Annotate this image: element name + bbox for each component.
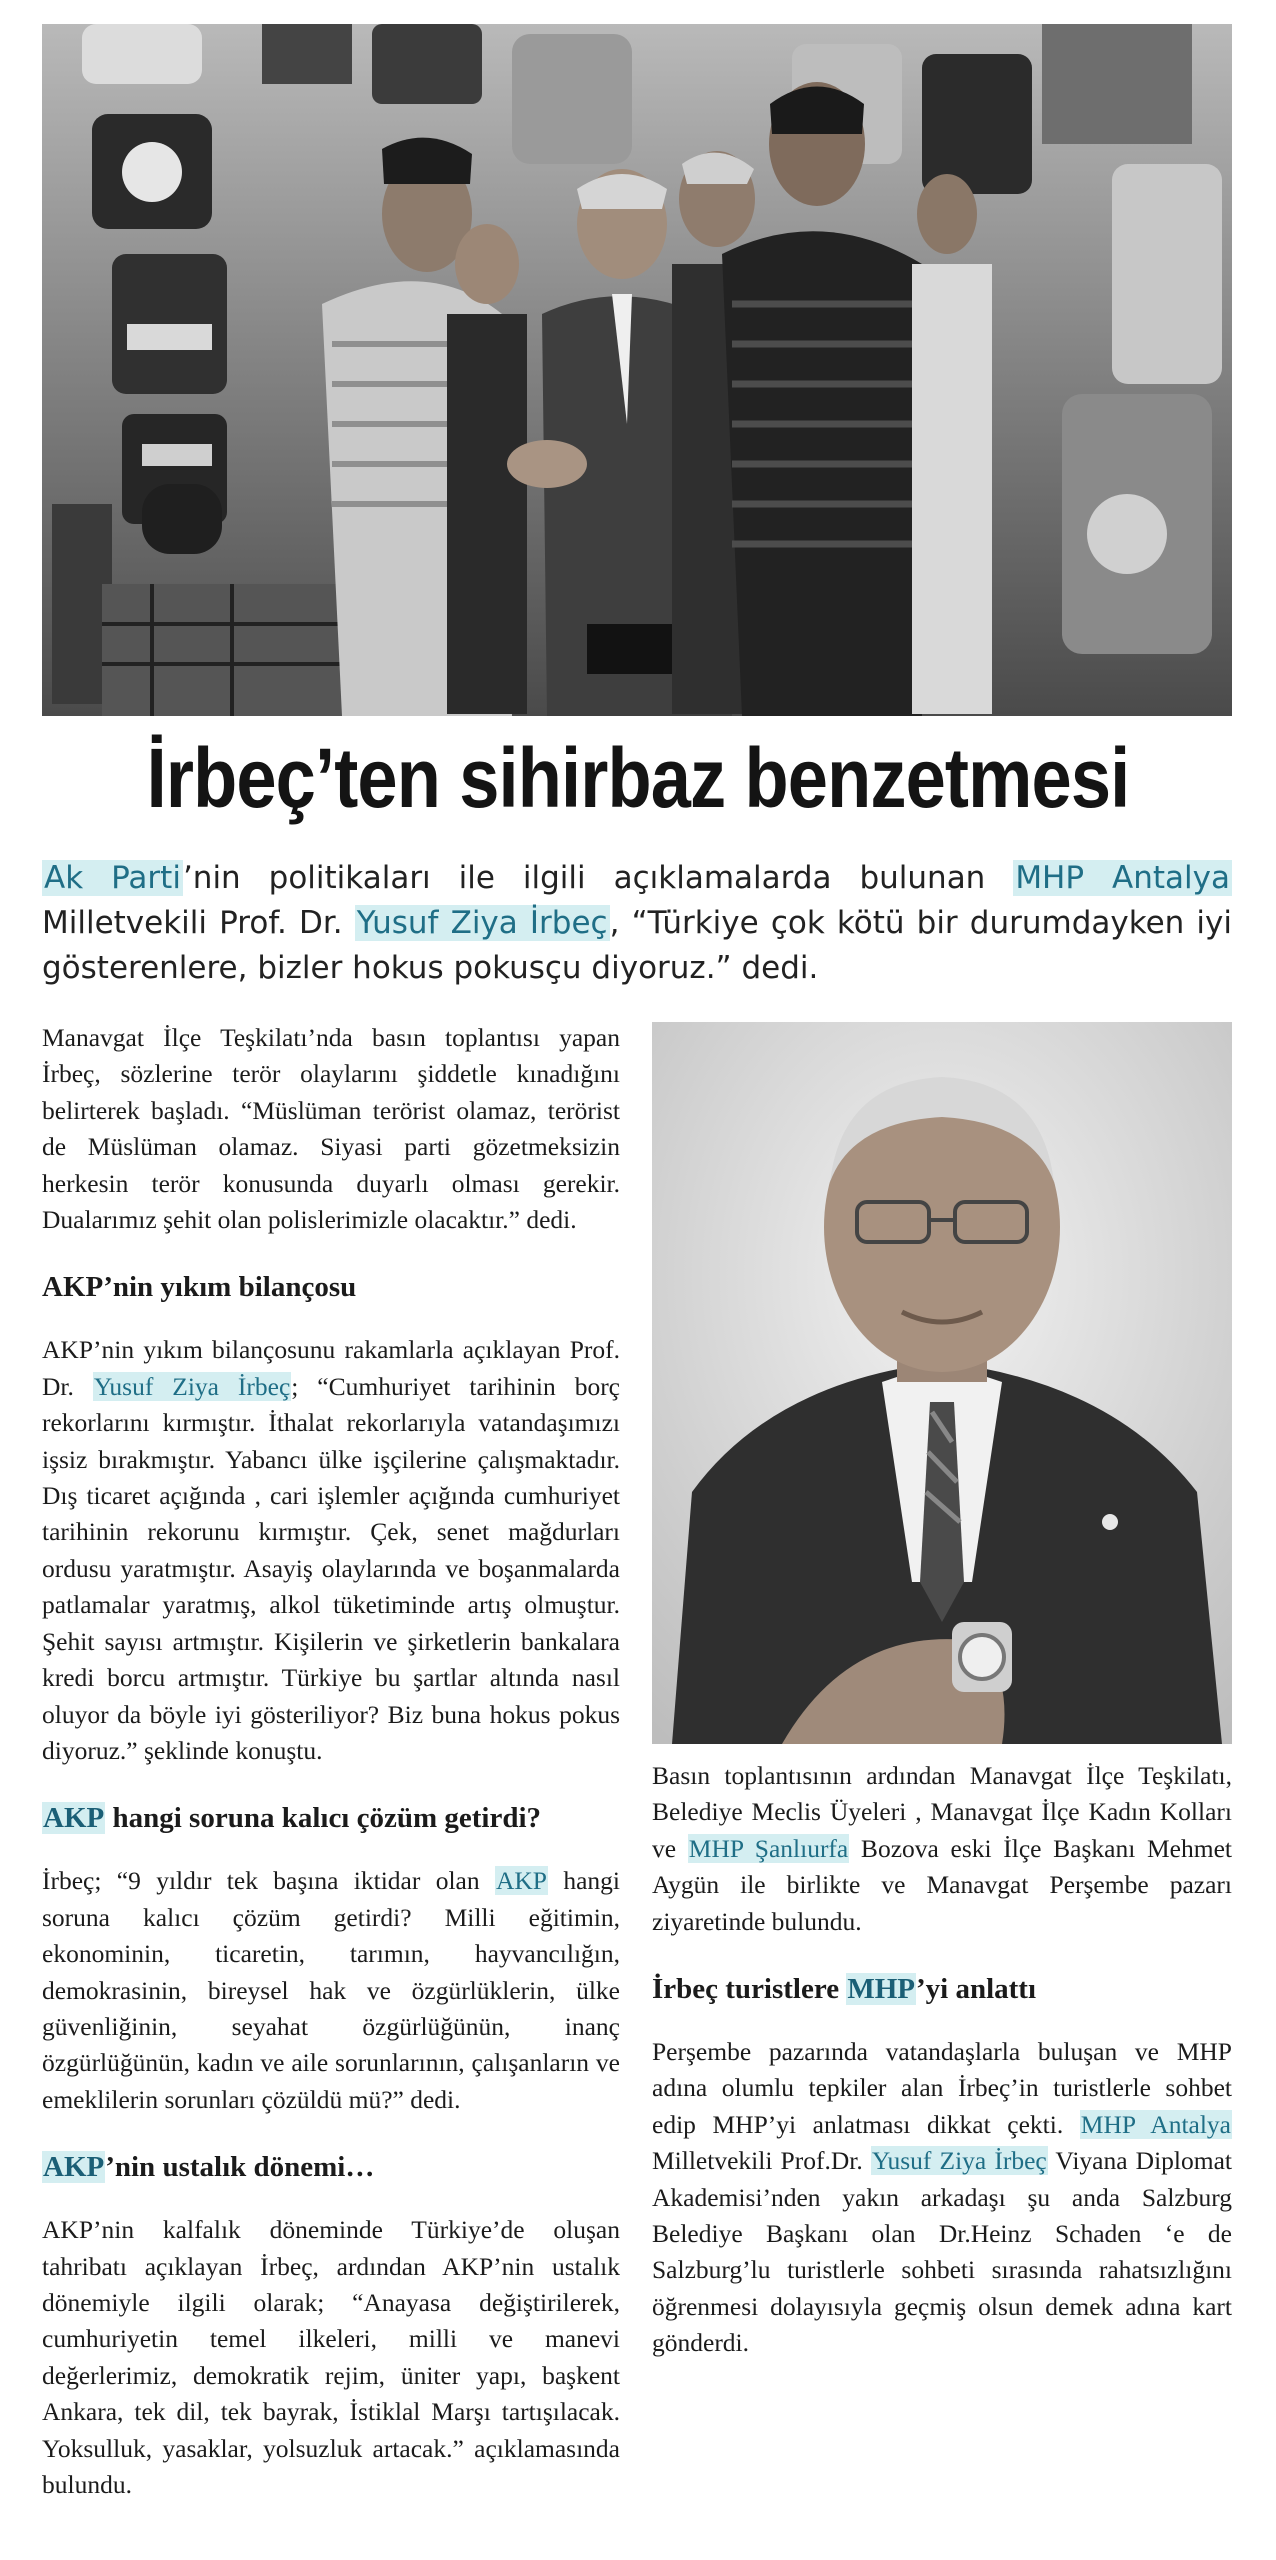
article-headline: İrbeç’ten sihirbaz benzetmesi bbox=[146, 731, 1130, 825]
article-left-column bbox=[42, 1020, 621, 2499]
article-lead: Ak Parti’nin politikaları ile ilgili açıklamalarda bulunan MHP Antalya Milletvekili Prof. Dr. Yusuf Ziya İrbeç, “Türkiye çok kötü bir durumdayken iyi gösterenlere, bizler hokus pokusçu diyoruz.” dedi. bbox=[42, 860, 1232, 986]
ustalik-paragraph: AKP’nin kalfalık döneminde Türkiye’de oluşan tahribatı açıklayan İrbeç, ardından AKP’nin ustalık dönemiyle ilgili olarak; “Anayasa değiştirilerek, cumhuriyetin temel ilkeleri, milli ve manevi değerlerimiz, demokratik rejim, üniter yapı, başkent Ankara, tek dil, tek bayrak, İstiklal Marşı tartışılacak. Yoksulluk, yasaklar, yolsuzluk artacak.” açıklamasında bulundu. bbox=[42, 2215, 620, 2499]
portrait-photo bbox=[652, 1022, 1232, 1744]
section-heading-turist: İrbeç turistlere MHP’yi anlattı bbox=[652, 1973, 1037, 2006]
lead-name-highlight: Yusuf Ziya İrbeç bbox=[356, 905, 608, 941]
lead-mhp-highlight: MHP Antalya bbox=[1015, 860, 1230, 896]
article-right-column bbox=[652, 1758, 1232, 2392]
intro-paragraph: Manavgat İlçe Teşkilatı’nda basın toplantısı yapan İrbeç, sözlerine terör olaylarını şiddetle kınadığını belirterek başladı. “Müslüman terörist olamaz, terörist de Müslüman olamaz. Siyasi parti gözetmeksizin herkesin terör konusunda duyarlı olması gerekir. Dualarımız şehit olan polislerimizle olacaktır.” dedi. bbox=[42, 1023, 620, 1235]
cozum-paragraph: İrbeç; “9 yıldır tek başına iktidar olan AKP hangi soruna kalıcı çözüm getirdi? Milli eğitimin, ekonominin, ticaretin, tarımın, hayvancılığın, demokrasinin, bireysel hak ve özgürlüklerin, ülke güvenliğinin, seyahat özgürlüğünün, inanç özgürlüğünün, kadın ve aile sorunlarının, çalışanların ve emeklilerin sorunları çözüldü mü?” dedi. bbox=[42, 1866, 620, 2114]
yikim-paragraph: AKP’nin yıkım bilançosunu rakamlarla açıklayan Prof. Dr. Yusuf Ziya İrbeç; “Cumhuriyet tarihinin borç rekorlarını kırmıştır. İthalat rekorlarıyla vatandaşımızı işsiz bırakmıştır. Yabancı ülke işçilerine çalışmaktadır. Dış ticaret açığında , cari işlemler açığında cumhuriyet tarihinin rekorunu kırmıştır. Çek, senet mağdurları ordusu yaratmıştır. Asayiş olaylarında ve boşanmalarda patlamalar yaratmış, alkol tüketiminde artış olmuştur. Şehit sayısı artmıştır. Kişilerin ve şirketlerin bankalara kredi borcu artmıştır. Türkiye bu şartlar altında nasıl oluyor da böyle iyi gösteriliyor? Biz buna hokus pokus diyoruz.” şeklinde konuştu. bbox=[42, 1335, 621, 1765]
ustalik-continuation: Basın toplantısının ardından Manavgat İlçe Teşkilatı, Belediye Meclis Üyeleri , Manavgat İlçe Kadın Kolları ve MHP Şanlıurfa Bozova eski İlçe Başkanı Mehmet Aygün ile birlikte ve Manavgat Perşembe pazarı ziyaretinde bulundu. bbox=[652, 1761, 1232, 1936]
section-heading-yikim: AKP’nin yıkım bilançosu bbox=[42, 1271, 357, 1304]
section-heading-ustalik: AKP’nin ustalık dönemi… bbox=[43, 2151, 375, 2184]
market-photo bbox=[42, 24, 1232, 716]
section-heading-cozum: AKP hangi soruna kalıcı çözüm getirdi? bbox=[43, 1802, 542, 1835]
turist-paragraph: Perşembe pazarında vatandaşlarla buluşan ve MHP adına olumlu tepkiler alan İrbeç’in turistlerle sohbet edip MHP’yi anlatması dikkat çekti. MHP Antalya Milletvekili Prof.Dr. Yusuf Ziya İrbeç Viyana Diplomat Akademisi’nden yakın arkadaşı şu anda Salzburg Belediye Başkanı olan Dr.Heinz Schaden ‘e de Salzburg’lu turistlerle sohbeti sırasında rahatsızlığını öğrenmesi dolayısıyla geçmiş olsun demek adına kart gönderdi. bbox=[652, 2037, 1232, 2358]
lead-party-highlight: Ak Parti bbox=[44, 860, 181, 896]
